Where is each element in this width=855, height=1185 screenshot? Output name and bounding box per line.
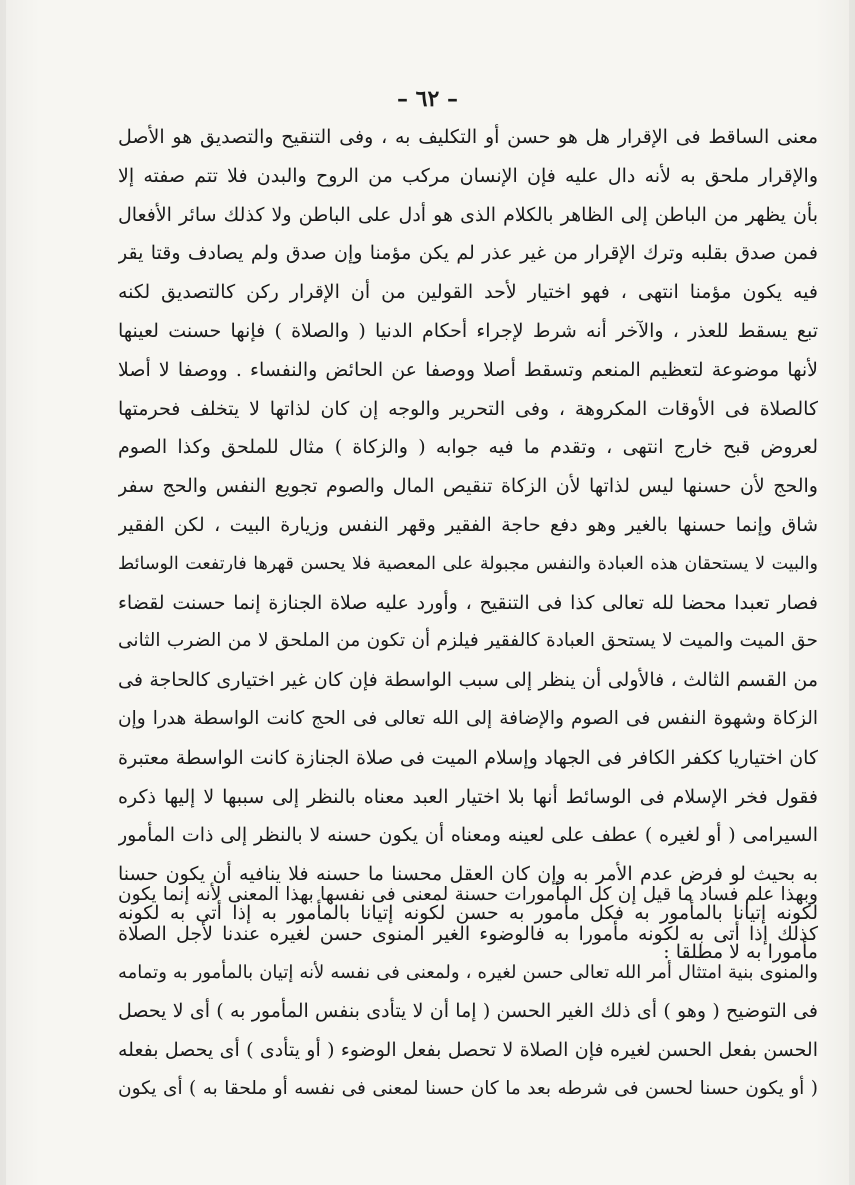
text-line: فقول فخر الإسلام فى الوسائط أنها بلا اختيار العبد معناه بالنظر إلى سببها لا إليها ذكره [118, 785, 818, 808]
text-line: كالصلاة فى الأوقات المكروهة ، وفى التحرير والوجه إن كان لذاتها لا يتخلف فحرمتها [118, 397, 818, 420]
text-line: فى التوضيح ( وهو ) أى ذلك الغير الحسن ( إما أن لا يتأدى بنفس المأمور به ) أى لا يحصل [118, 1000, 818, 1023]
text-line: الزكاة وشهوة النفس فى الصوم والإضافة إلى الله تعالى فى الحج كانت الواسطة هدرا وإن [118, 707, 818, 729]
text-line: ( أو يكون حسنا لحسن فى شرطه بعد ما كان حسنا لمعنى فى نفسه أو ملحقا به ) أى يكون [118, 1077, 818, 1099]
text-line: مأمورا به لا مطلقا : [663, 940, 818, 963]
text-line: من القسم الثالث ، فالأولى أن ينظر إلى سبب الواسطة فإن كان غير اختيارى كالحاجة فى [118, 669, 818, 692]
text-line: والبيت لا يستحقان هذه العبادة والنفس مجبولة على المعصية فلا يحسن قهرها فارتفعت الوسائط [118, 553, 818, 574]
text-line: فيه يكون مؤمنا انتهى ، فهو اختيار لأحد القولين من أن الإقرار ركن كالتصديق لكنه [118, 281, 818, 304]
text-line: شاق وإنما حسنها بالغير وهو دفع حاجة الفقير وقهر النفس وزيارة البيت ، لكن الفقير [118, 513, 818, 536]
text-line: السيرامى ( أو لغيره ) عطف على لعينه ومعناه أن يكون حسنه لا بالنظر إلى ذات المأمور [118, 824, 818, 847]
text-line: بأن يظهر من الباطن إلى الظاهر بالكلام الذى هو أدل على الباطن ولا كذلك سائر الأفعال [118, 203, 818, 226]
text-line: والمنوى بنية امتثال أمر الله تعالى حسن لغيره ، ولمعنى فى نفسه لأنه إتيان بالمأمور به وتمامه [118, 961, 818, 983]
text-line: معنى الساقط فى الإقرار هل هو حسن أو التكليف به ، وفى التنقيح والتصديق هو الأصل [118, 126, 818, 148]
text-line: الحسن بفعل الحسن لغيره فإن الصلاة لا تحصل بفعل الوضوء ( أو يتأدى ) أى يحصل بفعله [118, 1039, 818, 1062]
text-line: فمن صدق بقلبه وترك الإقرار من غير عذر لم يكن مؤمنا وإن صدق ولم يصادف وقتا يقر [118, 242, 818, 265]
text-line: تبع يسقط للعذر ، والآخر أنه شرط لإجراء أحكام الدنيا ( والصلاة ) فإنها حسنت لعينها [118, 319, 818, 342]
text-line: وبهذا علم فساد ما قيل إن كل المأمورات حسنة لمعنى فى نفسها بهذا المعنى لأنه إنما يكون [118, 884, 818, 905]
text-line: به بحيث لو فرض عدم الأمر به وإن كان العقل محسنا ما حسنه فلا ينافيه أن يكون حسنا [118, 863, 818, 886]
page-number: – ٦٢ – [397, 86, 458, 112]
text-line: كذلك إذا أتى به لكونه مأمورا به فالوضوء الغير المنوى حسن لغيره عندنا لأجل الصلاة [118, 922, 818, 945]
text-line: فصار تعبدا محضا لله تعالى كذا فى التنقيح ، وأورد عليه صلاة الجنازة إنما حسنت لقضاء [118, 591, 818, 614]
paragraph-2 [118, 876, 818, 1109]
text-line: لكونه إتيانا بالمأمور به فكل مأمور به حسن لكونه إتيانا بالمأمور به إذا أتى به لكونه [118, 901, 818, 924]
text-line: حق الميت والميت لا يستحق العبادة كالفقير فيلزم أن تكون من الملحق لا من الضرب الثانى [118, 630, 818, 652]
text-line: والحج لأن حسنها ليس لذاتها لأن الزكاة تنقيص المال والصوم تجويع النفس والحج سفر [118, 475, 818, 498]
text-line: والإقرار ملحق به لأنه دال عليه فإن الإنسان مركب من الروح والبدن فلا تتم صفته إلا [118, 164, 818, 187]
page-edge-right [849, 0, 855, 1185]
text-line: لعروض قبح خارج انتهى ، وتقدم ما فيه جوابه ( والزكاة ) مثال للملحق وكذا الصوم [118, 436, 818, 459]
page-edge-left [0, 0, 6, 1185]
paragraph-1 [118, 118, 818, 972]
text-line: لأنها موضوعة لتعظيم المنعم وتسقط أصلا ووصفا عن الحائض والنفساء . ووصفا لا أصلا [118, 358, 818, 381]
text-line: كان اختياريا ككفر الكافر فى الجهاد وإسلام الميت فى صلاة الجنازة كانت الواسطة معتبرة [118, 746, 818, 769]
